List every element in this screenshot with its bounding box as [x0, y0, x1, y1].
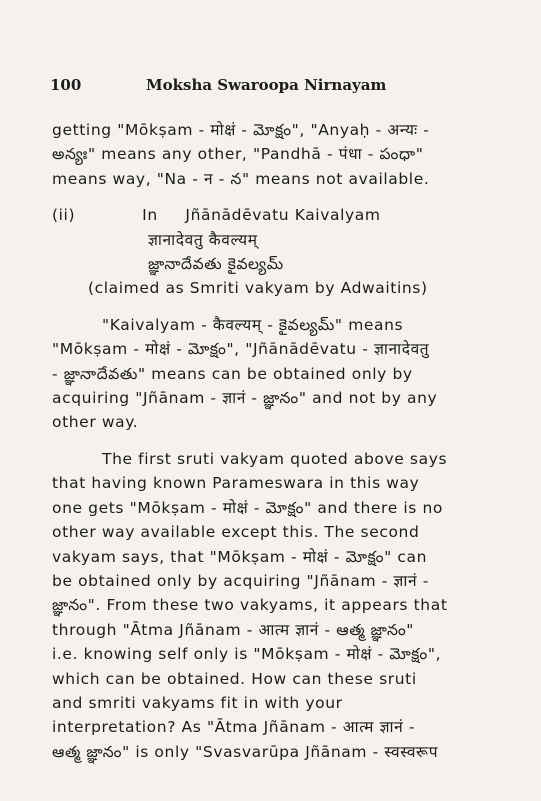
- text-line: through "Ātma Jñānam - आत्म ज्ञानं - ఆత్మ జ్ఞానం": [52, 620, 415, 639]
- text-line: అన్యః" means any other, "Pandhā - पंधा - పంధా": [52, 145, 424, 164]
- section-telugu: జ్ఞానాదేవతు కైవల్యమ్: [148, 255, 284, 274]
- text-line: i.e. knowing self only is "Mōkṣam - मोक्षं - మోక్షం",: [52, 645, 442, 664]
- text-line: and smriti vakyams fit in with your: [52, 693, 343, 712]
- text-line: "Kaivalyam - कैवल्यम् - కైవల్యమ్" means: [102, 315, 404, 334]
- body-text: [52, 118, 487, 764]
- text-line: other way available except this. The second: [52, 523, 420, 542]
- text-line: which can be obtained. How can these sruti: [52, 669, 417, 688]
- running-title: Moksha Swaroopa Nirnayam: [146, 76, 387, 94]
- text-line: getting "Mōkṣam - मोक्षं - మోక్షం", "Anyaḥ - अन्यः -: [52, 121, 430, 139]
- section-title: Jñānādēvatu Kaivalyam: [185, 206, 381, 225]
- paragraph-1: [52, 118, 487, 191]
- section-note: (claimed as Smriti vakyam by Adwaitins): [88, 279, 428, 298]
- text-line: The first sruti vakyam quoted above says: [102, 449, 448, 468]
- page-header: [50, 76, 501, 98]
- text-line: one gets "Mōkṣam - मोक्षं - మోక్షం" and there is no: [52, 498, 443, 517]
- section-number: (ii): [52, 206, 76, 225]
- text-line: - జ్ఞానాదేవతు" means can be obtained only by: [52, 364, 413, 383]
- text-line: vakyam says, that "Mōkṣam - मोक्षं - మోక్షం" can: [52, 547, 428, 566]
- text-line: acquiring "Jñānam - ज्ञानं - జ్ఞానం" and not by any: [52, 389, 438, 408]
- section-in: In: [142, 206, 158, 225]
- text-line: interpretation? As "Ātma Jñānam - आत्म ज्ञानं -: [52, 718, 416, 737]
- section-heading: [52, 203, 487, 301]
- text-line: other way.: [52, 413, 139, 432]
- paragraph-2: [52, 313, 487, 435]
- text-line: be obtained only by acquiring "Jñānam - ज्ञानं -: [52, 571, 429, 590]
- text-line: that having known Parameswara in this way: [52, 474, 420, 493]
- text-line: ఆత్మ జ్ఞానం" is only "Svasvarūpa Jñānam - स्वस्वरूप: [52, 742, 439, 761]
- text-line: జ్ఞానం". From these two vakyams, it appears that: [52, 596, 448, 615]
- section-devanagari: ज्ञानादेवतु कैवल्यम्: [148, 230, 258, 249]
- paragraph-3: [52, 447, 487, 764]
- text-line: means way, "Na - न - న" means not available.: [52, 169, 430, 188]
- page-number: 100: [50, 76, 82, 94]
- text-line: "Mōkṣam - मोक्षं - మోక్షం", "Jñānādēvatu - ज्ञानादेवतु: [52, 340, 430, 359]
